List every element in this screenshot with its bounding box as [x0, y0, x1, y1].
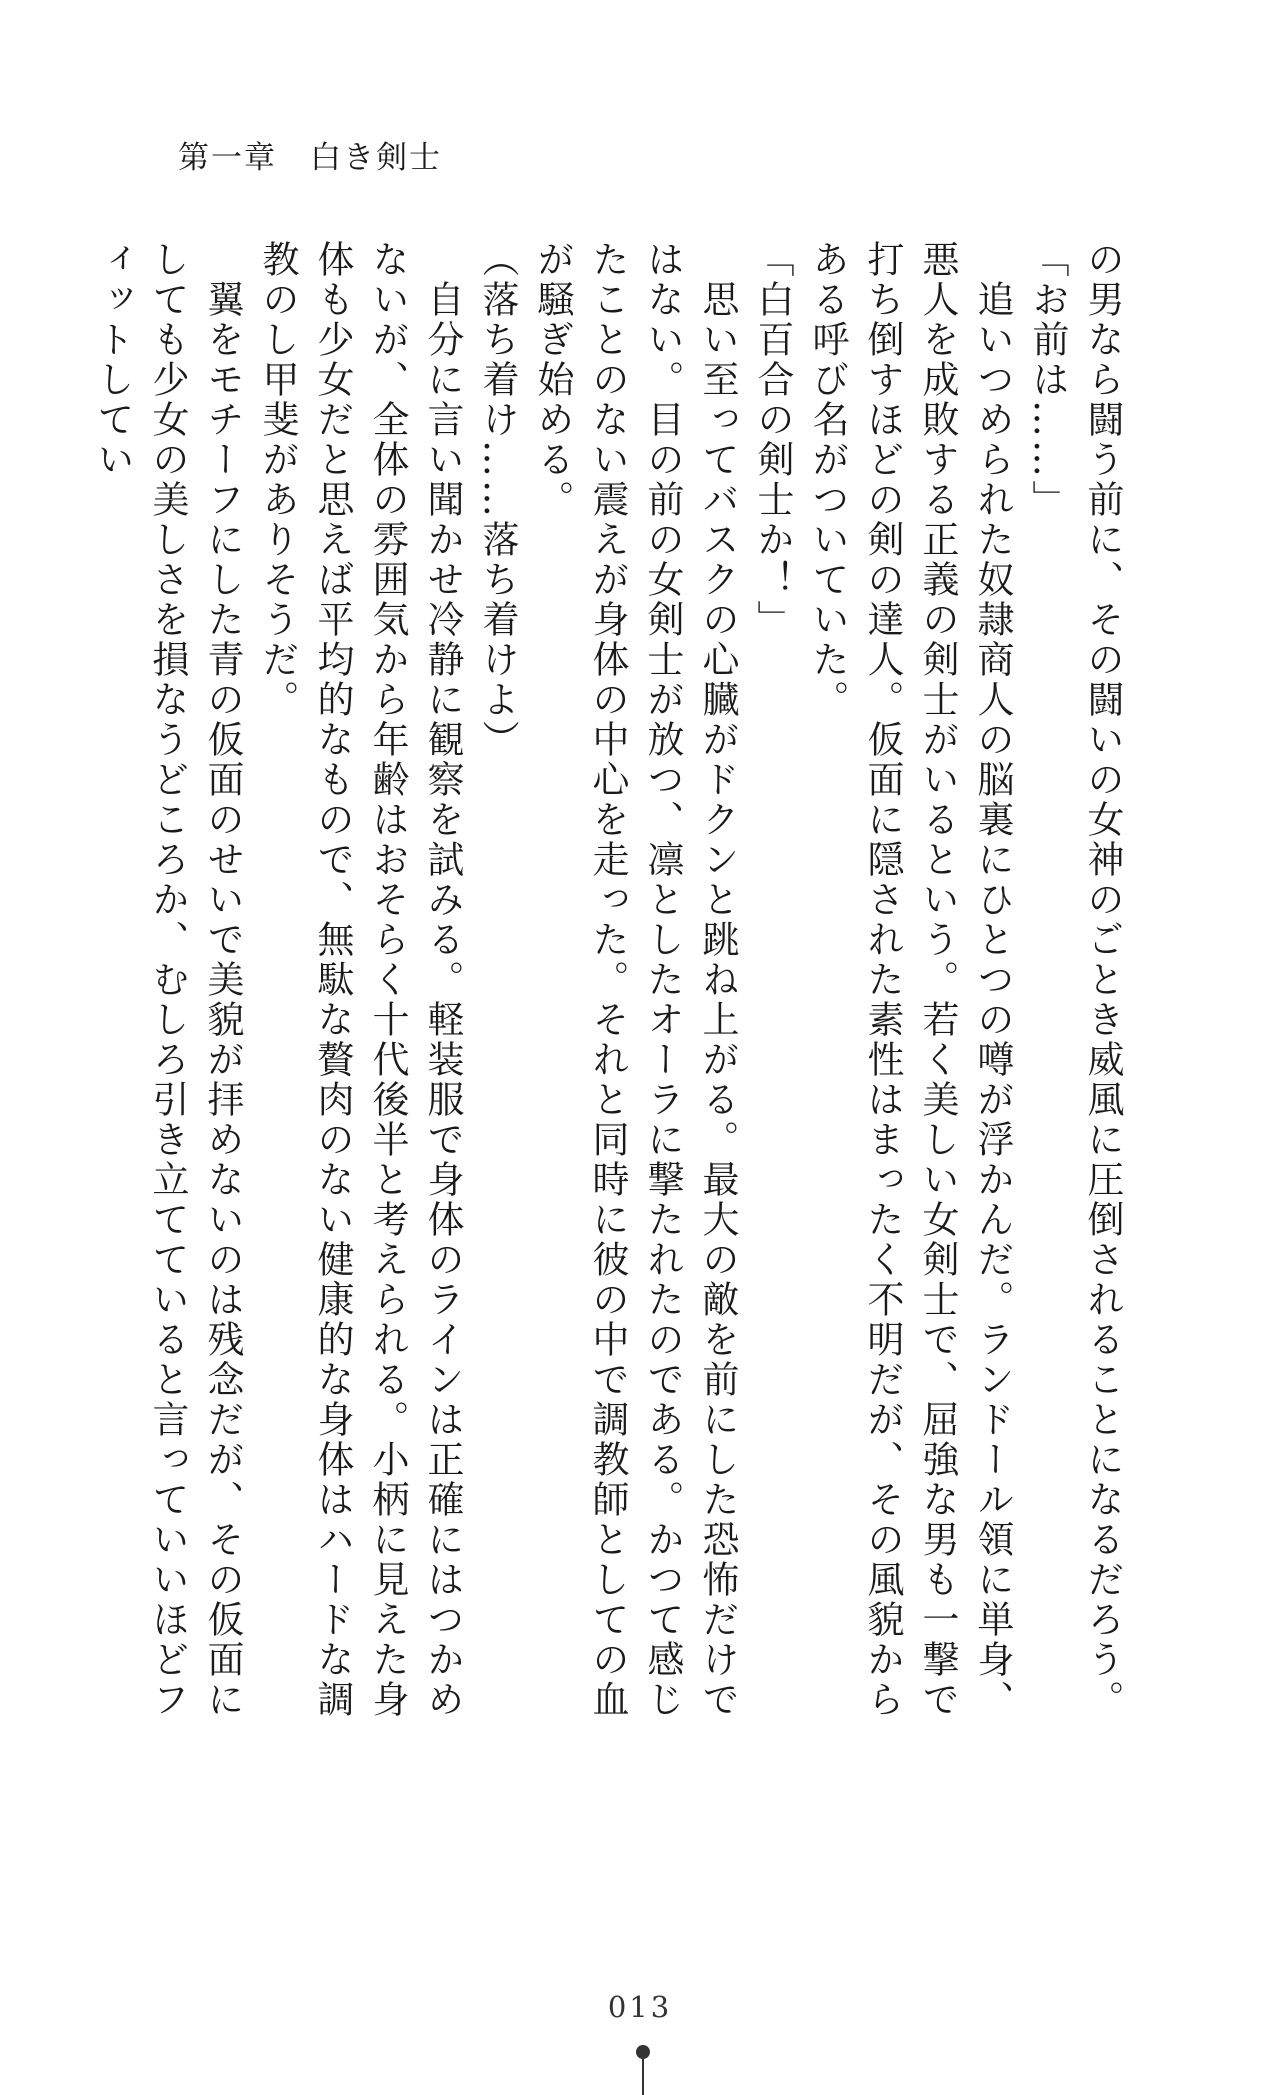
paragraph: 思い至ってバスクの心臓がドクンと跳ね上がる。最大の敵を前にした恐怖だけではない。目の前の女剣士が放つ、凛としたオーラに撃たれたのである。かつて感じたことのない震えが身体の中心を走った。それと同時に彼の中で調教師としての血が騒ぎ始める。 [531, 240, 739, 1720]
page-marker-line [642, 2059, 644, 2095]
paragraph: 「お前は……」 [1026, 240, 1069, 520]
paragraph: 「白百合の剣士か！」 [751, 240, 794, 640]
body-text [91, 240, 1130, 1740]
paragraph: 追いつめられた奴隷商人の脳裏にひとつの噂が浮かんだ。ランドール領に単身、悪人を成敗する正義の剣士がいるという。若く美しい女剣士で、屈強な男も一撃で打ち倒すほどの剣の達人。仮面に隠された素性はまったく不明だが、その風貌からある呼び名がついていた。 [806, 240, 1014, 1720]
paragraph: （落ち着け……落ち着けよ） [476, 240, 519, 760]
paragraph: 自分に言い聞かせ冷静に観察を試みる。軽装服で身体のラインは正確にはつかめないが、全体の雰囲気から年齢はおそらく十代後半と考えられる。小柄に見えた身体も少女だと思えば平均的なもので、無駄な贅肉のない健康的な身体はハードな調教のし甲斐がありそうだ。 [256, 240, 464, 1720]
page-marker-dot [636, 2045, 650, 2059]
page-number: 013 [607, 1990, 673, 2024]
chapter-header: 第一章 白き剣士 [178, 140, 442, 176]
paragraph: 翼をモチーフにした青の仮面のせいで美貌が拝めないのは残念だが、その仮面にしても少女の美しさを損なうどころか、むしろ引き立てていると言っていいほどフィットしてい [91, 240, 244, 1720]
paragraph: の男なら闘う前に、その闘いの女神のごとき威風に圧倒されることになるだろう。 [1081, 240, 1124, 1720]
